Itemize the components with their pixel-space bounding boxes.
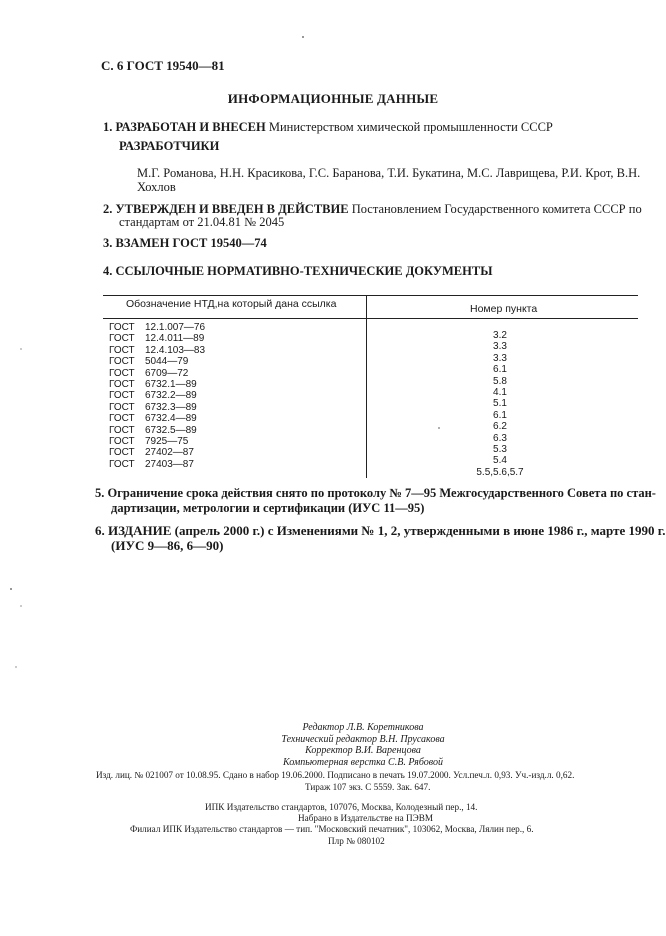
section-4-label: ССЫЛОЧНЫЕ НОРМАТИВНО-ТЕХНИЧЕСКИЕ ДОКУМЕНТЫ bbox=[115, 264, 493, 278]
scan-speck bbox=[302, 36, 304, 38]
publishing-line-1: Изд. лиц. № 021007 от 10.08.95. Сдано в набор 19.06.2000. Подписано в печать 19.07.2000. Усл.печ.л. 0,93. Уч.-изд.л. 0,62. bbox=[96, 770, 575, 780]
table-col1-header: Обозначение НТД,на который дана ссылка bbox=[126, 298, 337, 310]
table-top-rule bbox=[103, 295, 638, 296]
table-point: 6.2 bbox=[493, 421, 507, 433]
section-5-text: Ограничение срока действия снято по протоколу № 7—95 Межгосударственного Совета по стан- bbox=[107, 486, 656, 500]
section-2-text: Постановлением Государственного комитета СССР по bbox=[351, 202, 642, 216]
table-row: ГОСТ 6732.2—89 bbox=[109, 390, 197, 402]
section-2-number: 2. bbox=[103, 202, 113, 216]
table-row: ГОСТ 6732.5—89 bbox=[109, 424, 197, 436]
table-point: 5.3 bbox=[493, 444, 507, 456]
table-row: ГОСТ 7925—75 bbox=[109, 436, 189, 448]
section-5-text-cont: дартизации, метрологии и сертификации (ИУС 11—95) bbox=[111, 501, 425, 515]
section-4-number: 4. bbox=[103, 264, 113, 278]
page-header: С. 6 ГОСТ 19540—81 bbox=[101, 58, 225, 73]
section-2-text-cont: стандартам от 21.04.81 № 2045 bbox=[119, 215, 285, 229]
publishing-line-3: ИПК Издательство стандартов, 107076, Москва, Колодезный пер., 14. bbox=[205, 802, 478, 812]
table-row: ГОСТ 12.1.007—76 bbox=[109, 322, 206, 333]
section-6-text-cont: (ИУС 9—86, 6—90) bbox=[111, 538, 224, 553]
table-point: 4.1 bbox=[493, 387, 507, 399]
section-6-text: (апрель 2000 г.) с Изменениями № 1, 2, утвержденными в июне 1986 г., марте 1990 г. bbox=[174, 523, 666, 538]
table-row: ГОСТ 27402—87 bbox=[109, 447, 194, 459]
section-1-text: Министерством химической промышленности СССР bbox=[268, 120, 553, 134]
developers-names: М.Г. Романова, Н.Н. Красикова, Г.С. Баранова, Т.И. Букатина, М.С. Лаврищева, Р.И. Крот, В.Н. Хохлов bbox=[137, 166, 641, 194]
credit-corrector: Корректор В.И. Варенцова bbox=[305, 745, 421, 756]
section-3 bbox=[103, 236, 267, 251]
section-3-label: ВЗАМЕН ГОСТ 19540—74 bbox=[115, 236, 267, 250]
table-doc-column bbox=[109, 322, 205, 470]
table-col2-header: Номер пункта bbox=[470, 303, 538, 315]
scan-speck bbox=[20, 605, 22, 607]
publishing-line-6: Плр № 080102 bbox=[328, 836, 385, 846]
section-5-number: 5. bbox=[95, 486, 105, 500]
table-point: 5.8 bbox=[493, 375, 507, 387]
table-point: 5.4 bbox=[493, 455, 507, 467]
publishing-line-5: Филиал ИПК Издательство стандартов — тип. "Московский печатник", 103062, Москва, Лялин пер., 6. bbox=[130, 824, 534, 834]
table-row: ГОСТ 12.4.103—83 bbox=[109, 344, 206, 356]
table-column-divider bbox=[366, 295, 367, 478]
section-1-number: 1. bbox=[103, 120, 113, 134]
scan-speck bbox=[10, 588, 12, 590]
table-row: ГОСТ 6732.3—89 bbox=[109, 401, 197, 413]
section-6 bbox=[95, 523, 665, 539]
table-point: 5.5,5.6,5.7 bbox=[476, 466, 524, 478]
table-point: 3.3 bbox=[493, 341, 507, 353]
table-point: 6.1 bbox=[493, 364, 507, 376]
table-point-column bbox=[440, 330, 560, 478]
section-6-number: 6. bbox=[95, 523, 105, 538]
table-point: 5.1 bbox=[493, 398, 507, 410]
scan-speck bbox=[15, 666, 17, 668]
table-row: ГОСТ 6732.4—89 bbox=[109, 413, 197, 425]
table-header-rule bbox=[103, 318, 638, 319]
section-1-label: РАЗРАБОТАН И ВНЕСЕН bbox=[115, 120, 266, 134]
table-point: 3.2 bbox=[493, 330, 507, 341]
document-title: ИНФОРМАЦИОННЫЕ ДАННЫЕ bbox=[227, 91, 439, 106]
section-3-number: 3. bbox=[103, 236, 113, 250]
table-row: ГОСТ 6732.1—89 bbox=[109, 379, 197, 391]
scan-speck bbox=[438, 427, 440, 429]
section-6-label: ИЗДАНИЕ bbox=[108, 523, 172, 538]
developers-label: РАЗРАБОТЧИКИ bbox=[119, 139, 220, 153]
credit-editor: Редактор Л.В. Коретникова bbox=[302, 722, 424, 733]
credit-layout: Компьютерная верстка С.В. Рябовой bbox=[283, 756, 443, 768]
table-row: ГОСТ 12.4.011—89 bbox=[109, 333, 205, 345]
table-row: ГОСТ 6709—72 bbox=[109, 367, 189, 379]
table-row: ГОСТ 27403—87 bbox=[109, 458, 194, 470]
credit-tech-editor: Технический редактор В.Н. Прусакова bbox=[281, 733, 445, 745]
section-5 bbox=[95, 486, 656, 501]
section-2-label: УТВЕРЖДЕН И ВВЕДЕН В ДЕЙСТВИЕ bbox=[115, 202, 349, 216]
table-point: 6.3 bbox=[493, 432, 507, 444]
section-1 bbox=[103, 120, 553, 135]
publishing-line-2: Тираж 107 экз. С 5559. Зак. 647. bbox=[305, 782, 431, 792]
table-point: 3.3 bbox=[493, 352, 507, 364]
credits-block bbox=[30, 722, 666, 768]
table-row: ГОСТ 5044—79 bbox=[109, 356, 189, 368]
section-4 bbox=[103, 264, 492, 279]
table-point: 6.1 bbox=[493, 409, 507, 421]
publishing-line-4: Набрано в Издательстве на ПЭВМ bbox=[298, 813, 434, 823]
scan-speck bbox=[20, 348, 22, 350]
